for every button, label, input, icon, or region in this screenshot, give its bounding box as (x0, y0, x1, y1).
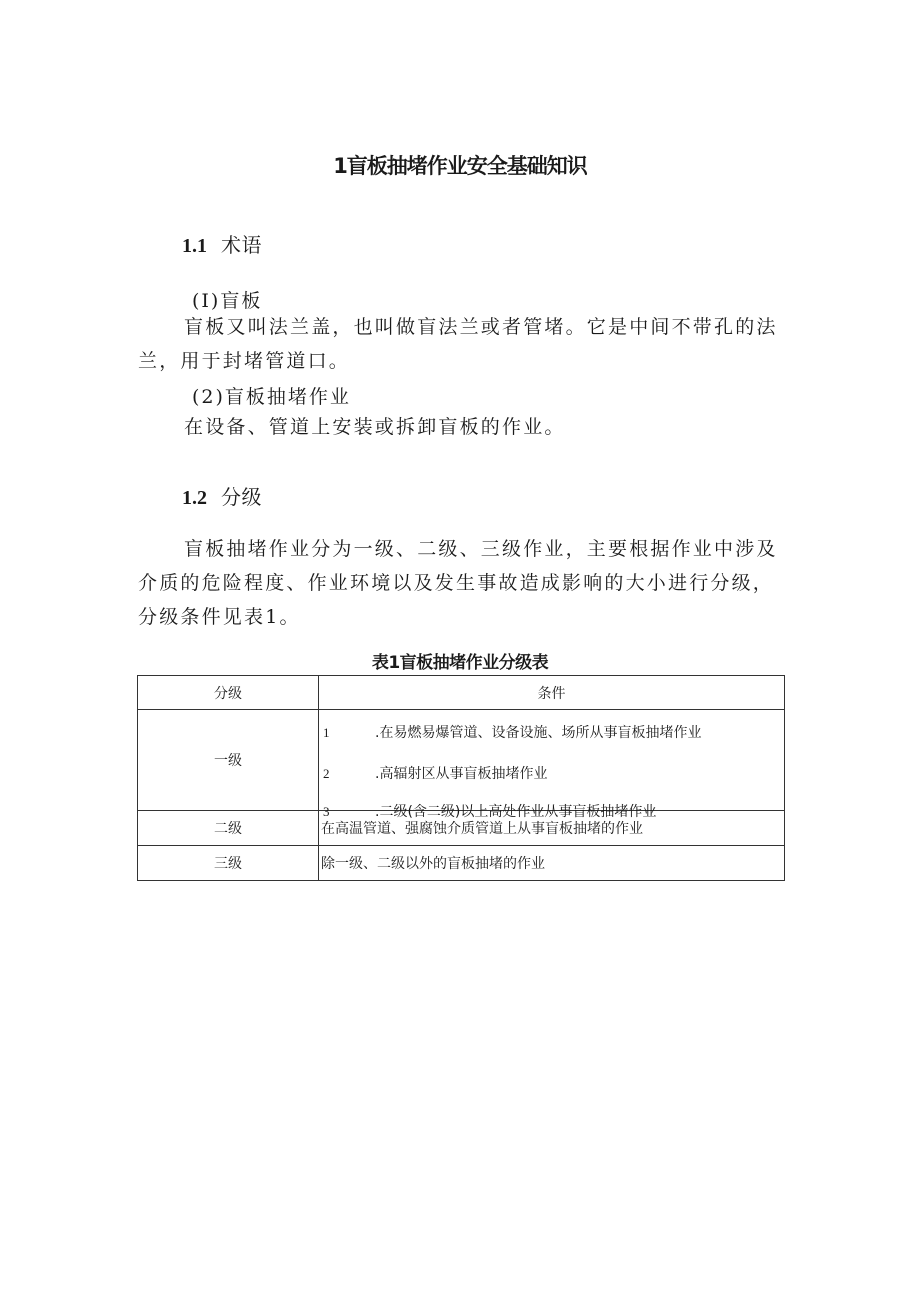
document-title: 1盲板抽堵作业安全基础知识 (333, 154, 587, 178)
grading-paragraph: 盲板抽堵作业分为一级、二级、三级作业，主要根据作业中涉及介质的危险程度、作业环境以及发生事故造成影响的大小进行分级，分级条件见表1。 (138, 538, 778, 628)
section-number: 1.1 (182, 235, 207, 257)
condition-text: .在易燃易爆管道、设备设施、场所从事盲板抽堵作业 (375, 725, 702, 741)
section-title: 分级 (221, 485, 262, 509)
grade-cell: 二级 (138, 811, 319, 846)
condition-cell (319, 710, 785, 820)
term-definition-blind-plate: 盲板又叫法兰盖，也叫做盲法兰或者管堵。它是中间不带孔的法兰，用于封堵管道口。 (138, 316, 778, 372)
table-header-condition: 条件 (319, 676, 785, 710)
condition-item (323, 801, 656, 821)
grade-cell: 三级 (138, 846, 319, 881)
section-title: 术语 (221, 233, 262, 257)
grading-table (137, 675, 785, 881)
table-header-row (138, 676, 785, 710)
table-header-grade: 分级 (138, 676, 319, 710)
section-number: 1.2 (182, 487, 207, 509)
condition-item (323, 722, 701, 742)
table-caption: 表1盲板抽堵作业分级表 (371, 653, 549, 673)
condition-number: 3 (323, 804, 330, 819)
condition-cell: 在高温管道、强腐蚀介质管道上从事盲板抽堵的作业 (319, 811, 785, 846)
section-heading-1-2 (182, 481, 262, 510)
section-heading-1-1 (182, 229, 262, 258)
condition-number: 2 (323, 766, 330, 781)
condition-text: .高辐射区从事盲板抽堵作业 (375, 766, 548, 782)
condition-list (321, 710, 784, 820)
term-label-blind-plate: (I)盲板 (192, 290, 263, 312)
condition-item (323, 763, 547, 783)
condition-number: 1 (323, 725, 330, 740)
term-label-blind-plate-work: (2)盲板抽堵作业 (192, 386, 351, 408)
term-definition-blind-plate-work: 在设备、管道上安装或拆卸盲板的作业。 (184, 416, 566, 438)
grade-cell: 一级 (138, 710, 319, 811)
condition-cell: 除一级、二级以外的盲板抽堵的作业 (319, 846, 785, 881)
condition-text: .二级(含二级)以上高处作业从事盲板抽堵作业 (375, 804, 657, 820)
table-row (138, 846, 785, 881)
table-row (138, 710, 785, 811)
